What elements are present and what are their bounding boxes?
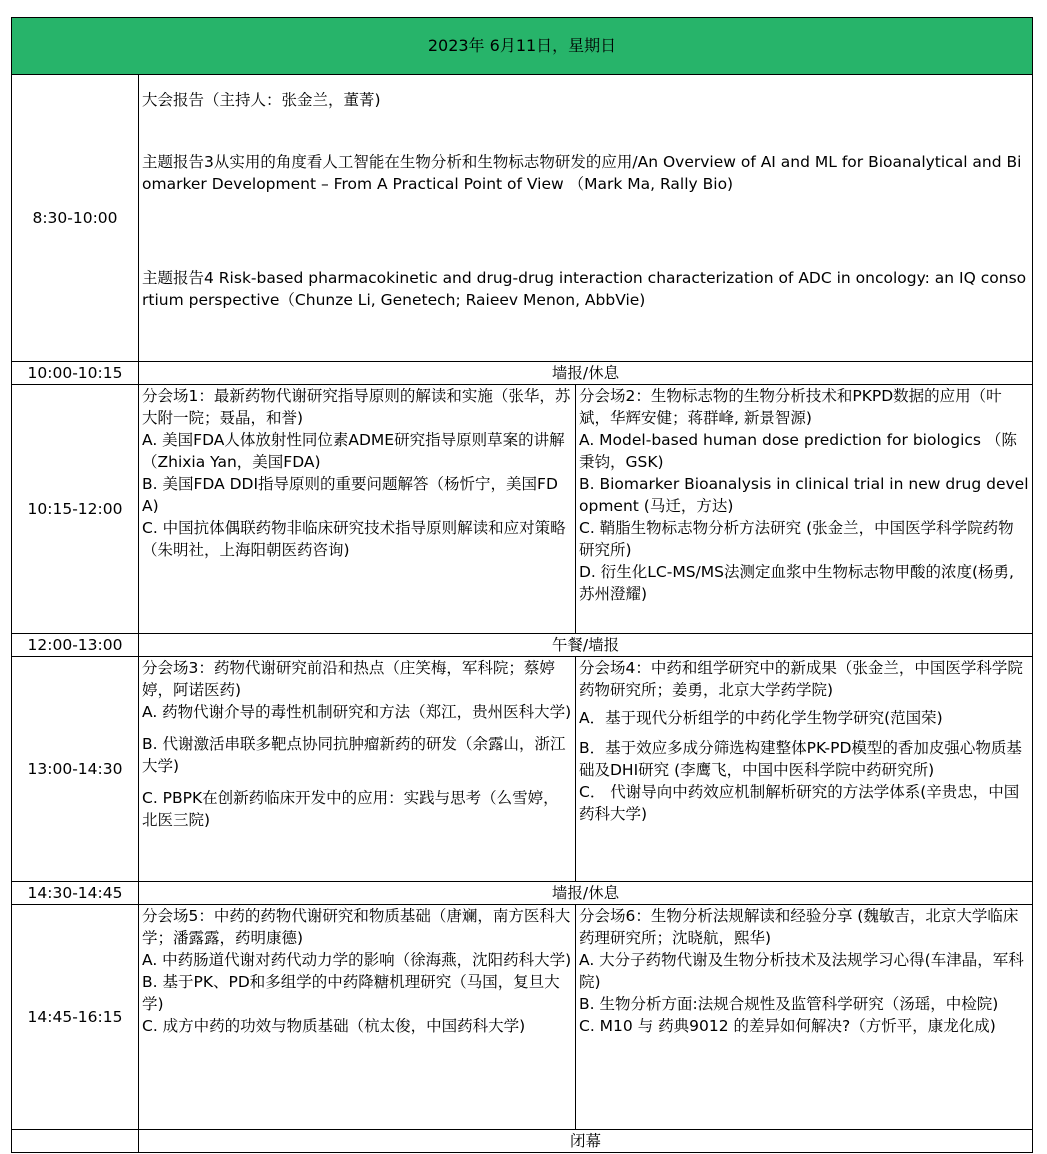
time-cell: 14:45-16:15 [12, 905, 139, 1130]
talk-item: B. Biomarker Bioanalysis in clinical trial in new drug development (马迁，方达) [579, 475, 1029, 515]
session-title: 分会场2：生物标志物的生物分析技术和PKPD数据的应用（叶斌，华辉安健；蒋群峰, 新景智源) [579, 387, 1002, 427]
spacer [142, 111, 1029, 151]
time-cell: 14:30-14:45 [12, 882, 139, 905]
session-title: 分会场4：中药和组学研究中的新成果（张金兰，中国医学科学院药物研究所；姜勇，北京大学药学院) [579, 659, 1023, 699]
lunch-label: 午餐/墙报 [139, 634, 1033, 657]
plenary-title: 大会报告（主持人：张金兰，董菁) [142, 91, 381, 109]
session-3-cell [139, 657, 576, 882]
talk-item: D. 衍生化LC-MS/MS法测定血浆中生物标志物甲酸的浓度(杨勇, 苏州澄耀) [579, 563, 1014, 603]
schedule-table [11, 17, 1033, 1153]
session-5-cell [139, 905, 576, 1130]
session-title: 分会场6：生物分析法规解读和经验分享 (魏敏吉，北京大学临床药理研究所；沈晓航，熙华) [579, 907, 1019, 947]
talk-item: C. PBPK在创新药临床开发中的应用：实践与思考（么雪婷，北医三院) [142, 789, 559, 829]
time-cell [12, 1130, 139, 1153]
session-row [12, 385, 1033, 634]
break-row [12, 362, 1033, 385]
talk-item: A. 药物代谢介导的毒性机制研究和方法（郑江，贵州医科大学) [142, 703, 572, 721]
talk-item: C. 成方中药的功效与物质基础（杭太俊，中国药科大学) [142, 1017, 526, 1035]
header-row [12, 18, 1033, 75]
session-title: 分会场3：药物代谢研究前沿和热点（庄笑梅，军科院；蔡婷婷，阿诺医药) [142, 659, 555, 699]
keynote-3: 主题报告3从实用的角度看人工智能在生物分析和生物标志物研发的应用/An Overview of AI and ML for Bioanalytical and Biomarker Development – From A Practical Point of View （Mark Ma, Rally Bio) [142, 153, 1022, 193]
session-title: 分会场5：中药的药物代谢研究和物质基础（唐斓，南方医科大学；潘露露，药明康德) [142, 907, 571, 947]
time-cell: 13:00-14:30 [12, 657, 139, 882]
session-title: 分会场1：最新药物代谢研究指导原则的解读和实施（张华，苏大附一院；聂晶，和誉) [142, 387, 571, 427]
keynote-4: 主题报告4 Risk-based pharmacokinetic and drug-drug interaction characterization of ADC in oncology: an IQ consortium perspective（Chunze Li, Genetech; Raieev Menon, AbbVie) [142, 269, 1027, 309]
talk-item: C. 鞘脂生物标志物分析方法研究 (张金兰，中国医学科学院药物研究所) [579, 519, 1014, 559]
break-label: 墙报/休息 [139, 362, 1033, 385]
talk-item: B．基于效应多成分筛选构建整体PK-PD模型的香加皮强心物质基础及DHI研究 (李鹰飞，中国中医科学院中药研究所) [579, 739, 1022, 779]
talk-item: C． 代谢导向中药效应机制解析研究的方法学体系(辛贵忠，中国药科大学) [579, 783, 1020, 823]
talk-item: A. Model-based human dose prediction for biologics （陈秉钧，GSK) [579, 431, 1017, 471]
closing-label: 闭幕 [139, 1130, 1033, 1153]
talk-item: A. 大分子药物代谢及生物分析技术及法规学习心得(车津晶，军科院) [579, 951, 1024, 991]
session-row [12, 657, 1033, 882]
talk-item: B. 代谢激活串联多靶点协同抗肿瘤新药的研发（余露山，浙江大学) [142, 735, 566, 775]
session-1-cell [139, 385, 576, 634]
break-row [12, 882, 1033, 905]
spacer [142, 195, 1029, 267]
time-cell: 8:30-10:00 [12, 75, 139, 362]
date-header: 2023年 6月11日，星期日 [12, 18, 1033, 75]
closing-row [12, 1130, 1033, 1153]
plenary-cell [139, 75, 1033, 362]
talk-item: A. 美国FDA人体放射性同位素ADME研究指导原则草案的讲解（Zhixia Yan，美国FDA) [142, 431, 565, 471]
plenary-row [12, 75, 1033, 362]
talk-item: A．基于现代分析组学的中药化学生物学研究(范国荣) [579, 709, 943, 727]
lunch-row [12, 634, 1033, 657]
talk-item: C. 中国抗体偶联药物非临床研究技术指导原则解读和应对策略（朱明社，上海阳朝医药咨询) [142, 519, 566, 559]
talk-item: A. 中药肠道代谢对药代动力学的影响（徐海燕，沈阳药科大学) [142, 951, 572, 969]
talk-item: C. M10 与 药典9012 的差异如何解决?（方忻平，康龙化成) [579, 1017, 996, 1035]
session-row [12, 905, 1033, 1130]
time-cell: 10:00-10:15 [12, 362, 139, 385]
session-4-cell [576, 657, 1033, 882]
talk-item: B. 生物分析方面:法规合规性及监管科学研究（汤瑶，中检院) [579, 995, 999, 1013]
session-2-cell [576, 385, 1033, 634]
break-label: 墙报/休息 [139, 882, 1033, 905]
talk-item: B. 基于PK、PD和多组学的中药降糖机理研究（马国，复旦大学) [142, 973, 560, 1013]
time-cell: 12:00-13:00 [12, 634, 139, 657]
session-6-cell [576, 905, 1033, 1130]
talk-item: B. 美国FDA DDI指导原则的重要问题解答（杨忻宁，美国FDA) [142, 475, 558, 515]
time-cell: 10:15-12:00 [12, 385, 139, 634]
